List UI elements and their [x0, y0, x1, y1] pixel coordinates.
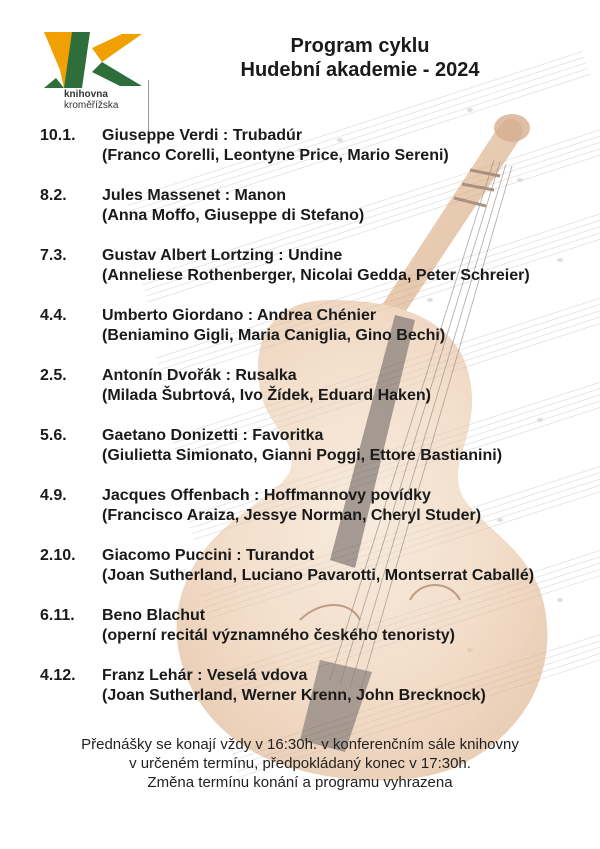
program-title: Jules Massenet : Manon [102, 187, 287, 204]
program-item [40, 606, 600, 666]
program-date: 5.6. [40, 427, 67, 444]
program-date: 8.2. [40, 187, 67, 204]
footer-line1: Přednášky se konají vždy v 16:30h. v konferenčním sále knihovny [81, 736, 519, 753]
program-title: Giacomo Puccini : Turandot [102, 547, 315, 564]
program-date: 2.5. [40, 367, 67, 384]
program-item [40, 426, 600, 486]
program-item [40, 186, 600, 246]
program-date: 4.12. [40, 667, 76, 684]
program-cast: (Joan Sutherland, Werner Krenn, John Brecknock) [102, 687, 486, 704]
program-cast: (operní recitál významného českého tenoristy) [102, 627, 455, 644]
program-title: Jacques Offenbach : Hoffmannovy povídky [102, 487, 431, 504]
footer-line3: Změna termínu konání a programu vyhrazena [147, 774, 453, 791]
logo-text-line1: knihovna [64, 89, 108, 100]
program-item [40, 126, 600, 186]
program-date: 10.1. [40, 127, 76, 144]
program-date: 4.9. [40, 487, 67, 504]
program-title: Giuseppe Verdi : Trubadúr [102, 127, 303, 144]
program-cast: (Franco Corelli, Leontyne Price, Mario Sereni) [102, 147, 449, 164]
program-item [40, 546, 600, 606]
program-item [40, 306, 600, 366]
program-item [40, 246, 600, 306]
program-cast: (Joan Sutherland, Luciano Pavarotti, Montserrat Caballé) [102, 567, 535, 584]
program-cast: (Beniamino Gigli, Maria Caniglia, Gino Bechi) [102, 327, 446, 344]
program-cast: (Francisco Araiza, Jessye Norman, Cheryl Studer) [102, 507, 482, 524]
footer-line2: v určeném termínu, předpokládaný konec v 17:30h. [129, 755, 471, 772]
program-title: Beno Blachut [102, 607, 206, 624]
program-title: Franz Lehár : Veselá vdova [102, 667, 308, 684]
program-date: 4.4. [40, 307, 67, 324]
program-cast: (Anna Moffo, Giuseppe di Stefano) [102, 207, 365, 224]
program-date: 6.11. [40, 607, 75, 624]
program-cast: (Giulietta Simionato, Gianni Poggi, Ettore Bastianini) [102, 447, 503, 464]
title-line2: Hudební akademie - 2024 [240, 59, 480, 81]
program-cast: (Milada Šubrtová, Ivo Žídek, Eduard Haken) [102, 387, 431, 404]
logo-text-line2: kroměřížska [64, 100, 119, 111]
program-title: Antonín Dvořák : Rusalka [102, 367, 297, 384]
program-title: Umberto Giordano : Andrea Chénier [102, 307, 377, 324]
logo-divider [148, 80, 149, 132]
footer-note [30, 735, 570, 792]
program-item [40, 666, 600, 726]
program-cast: (Anneliese Rothenberger, Nicolai Gedda, Peter Schreier) [102, 267, 530, 284]
program-item [40, 486, 600, 546]
page-title [190, 34, 530, 82]
program-title: Gustav Albert Lortzing : Undine [102, 247, 343, 264]
logo-text [64, 89, 118, 111]
program-list [40, 126, 600, 726]
program-date: 7.3. [40, 247, 67, 264]
title-line1: Program cyklu [290, 35, 430, 57]
program-item [40, 366, 600, 426]
program-date: 2.10. [40, 547, 76, 564]
program-title: Gaetano Donizetti : Favoritka [102, 427, 324, 444]
